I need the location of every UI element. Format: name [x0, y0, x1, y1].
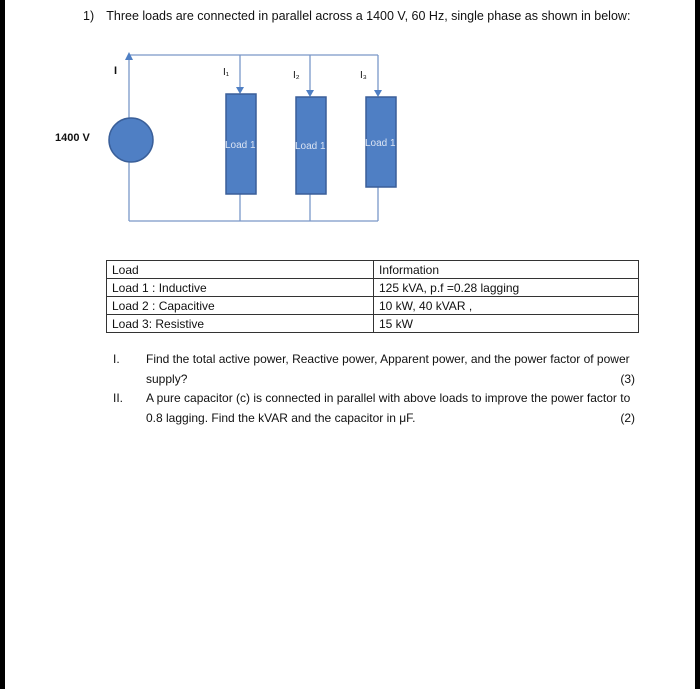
- current-arrow-icon: [125, 52, 133, 60]
- table-header-row: [107, 261, 639, 279]
- table-cell: 125 kVA, p.f =0.28 lagging: [374, 279, 639, 297]
- part-marks: (2): [620, 410, 635, 425]
- load-3-label: Load 1: [365, 138, 396, 149]
- page: [5, 0, 695, 689]
- current-arrow-icon: [374, 90, 382, 97]
- table-cell: Load 1 : Inductive: [107, 279, 374, 297]
- load-1-label: Load 1: [225, 140, 256, 151]
- table-cell: Load 2 : Capacitive: [107, 297, 374, 315]
- current-arrow-icon: [236, 87, 244, 94]
- question-parts: [113, 350, 643, 428]
- table-cell: 10 kW, 40 kVAR ,: [374, 297, 639, 315]
- question-part: [113, 350, 643, 389]
- load-2-label: Load 1: [295, 141, 326, 152]
- question-part: [113, 389, 643, 428]
- current-label-3: I₃: [360, 70, 367, 81]
- table-cell: 15 kW: [374, 315, 639, 333]
- part-text: Find the total active power, Reactive power, Apparent power, and the power factor of power supply?: [146, 352, 630, 386]
- current-label-2: I₂: [293, 70, 300, 81]
- current-label-1: I₁: [223, 67, 230, 78]
- part-marks: (3): [620, 371, 635, 386]
- part-numeral: II.: [113, 391, 124, 405]
- table-row: [107, 279, 639, 297]
- current-arrow-icon: [306, 90, 314, 97]
- current-total-label: I: [114, 65, 118, 77]
- question-number: 1): [83, 9, 95, 23]
- table-header-cell: Information: [374, 261, 639, 279]
- source-label: 1400 V: [55, 132, 90, 144]
- voltage-source-icon: [109, 118, 153, 162]
- table-header-cell: Load: [107, 261, 374, 279]
- part-numeral: I.: [113, 352, 120, 366]
- question-text: Three loads are connected in parallel across a 1400 V, 60 Hz, single phase as shown in below:: [106, 9, 631, 23]
- table-row: [107, 315, 639, 333]
- table-cell: Load 3: Resistive: [107, 315, 374, 333]
- load-table: [106, 260, 639, 333]
- part-text: A pure capacitor (c) is connected in parallel with above loads to improve the power factor to 0.8 lagging. Find the kVAR and the capacitor in μF.: [146, 391, 631, 425]
- table-row: [107, 297, 639, 315]
- circuit-diagram: [5, 0, 695, 240]
